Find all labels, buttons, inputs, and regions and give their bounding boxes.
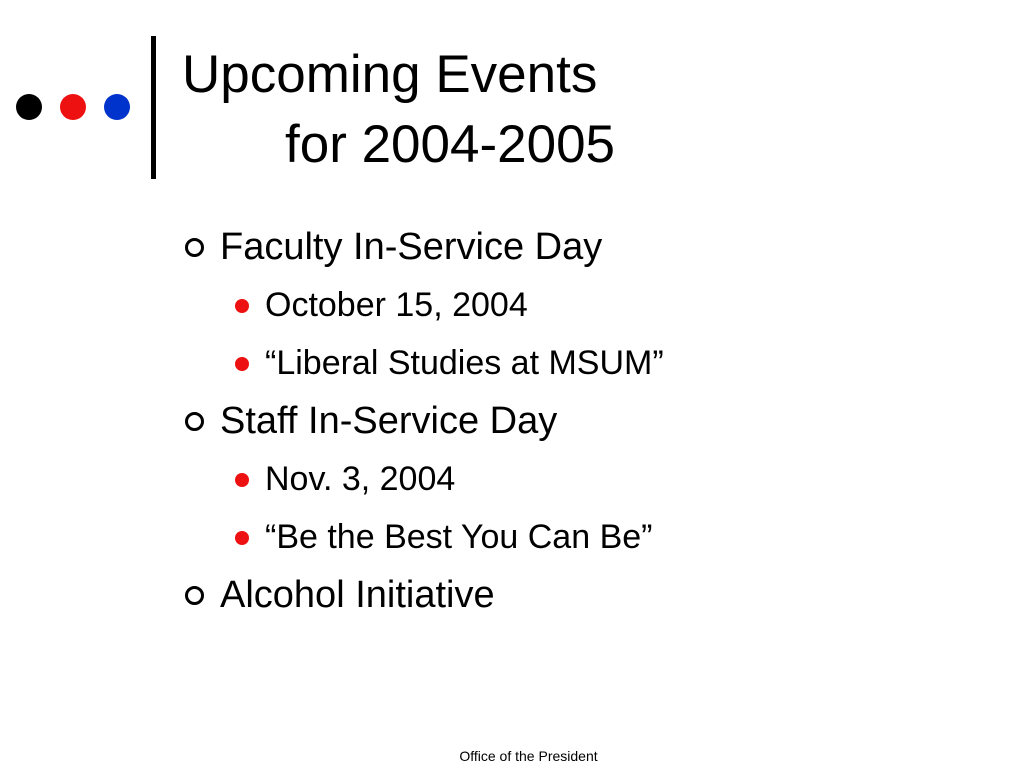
blue-dot-icon <box>104 94 130 120</box>
sub-bullet-text: “Liberal Studies at MSUM” <box>265 344 664 382</box>
red-dot-bullet-icon <box>235 531 249 545</box>
bullet-text: Alcohol Initiative <box>220 574 495 616</box>
bullet-text: Staff In-Service Day <box>220 400 558 442</box>
hollow-circle-bullet-icon <box>185 238 204 257</box>
bullet-item <box>182 218 982 276</box>
sub-bullet-text: October 15, 2004 <box>265 286 528 324</box>
bullet-item <box>182 566 982 624</box>
red-dot-icon <box>60 94 86 120</box>
black-dot-icon <box>16 94 42 120</box>
sub-bullet-item <box>182 276 982 334</box>
red-dot-bullet-icon <box>235 473 249 487</box>
bullet-list <box>182 218 982 624</box>
sub-bullet-item <box>182 334 982 392</box>
hollow-circle-bullet-icon <box>185 412 204 431</box>
red-dot-bullet-icon <box>235 357 249 371</box>
slide-title-line1: Upcoming Events <box>182 45 598 104</box>
sub-bullet-item <box>182 450 982 508</box>
slide-title-line2: for 2004-2005 <box>285 115 616 174</box>
slide-title <box>182 40 615 180</box>
bullet-item <box>182 392 982 450</box>
slide-footer: Office of the President <box>459 748 598 764</box>
sub-bullet-text: “Be the Best You Can Be” <box>265 518 653 556</box>
sub-bullet-text: Nov. 3, 2004 <box>265 460 456 498</box>
red-dot-bullet-icon <box>235 299 249 313</box>
hollow-circle-bullet-icon <box>185 586 204 605</box>
bullet-text: Faculty In-Service Day <box>220 226 603 268</box>
decorative-dots <box>16 94 136 120</box>
sub-bullet-item <box>182 508 982 566</box>
title-divider-rule <box>151 36 156 179</box>
